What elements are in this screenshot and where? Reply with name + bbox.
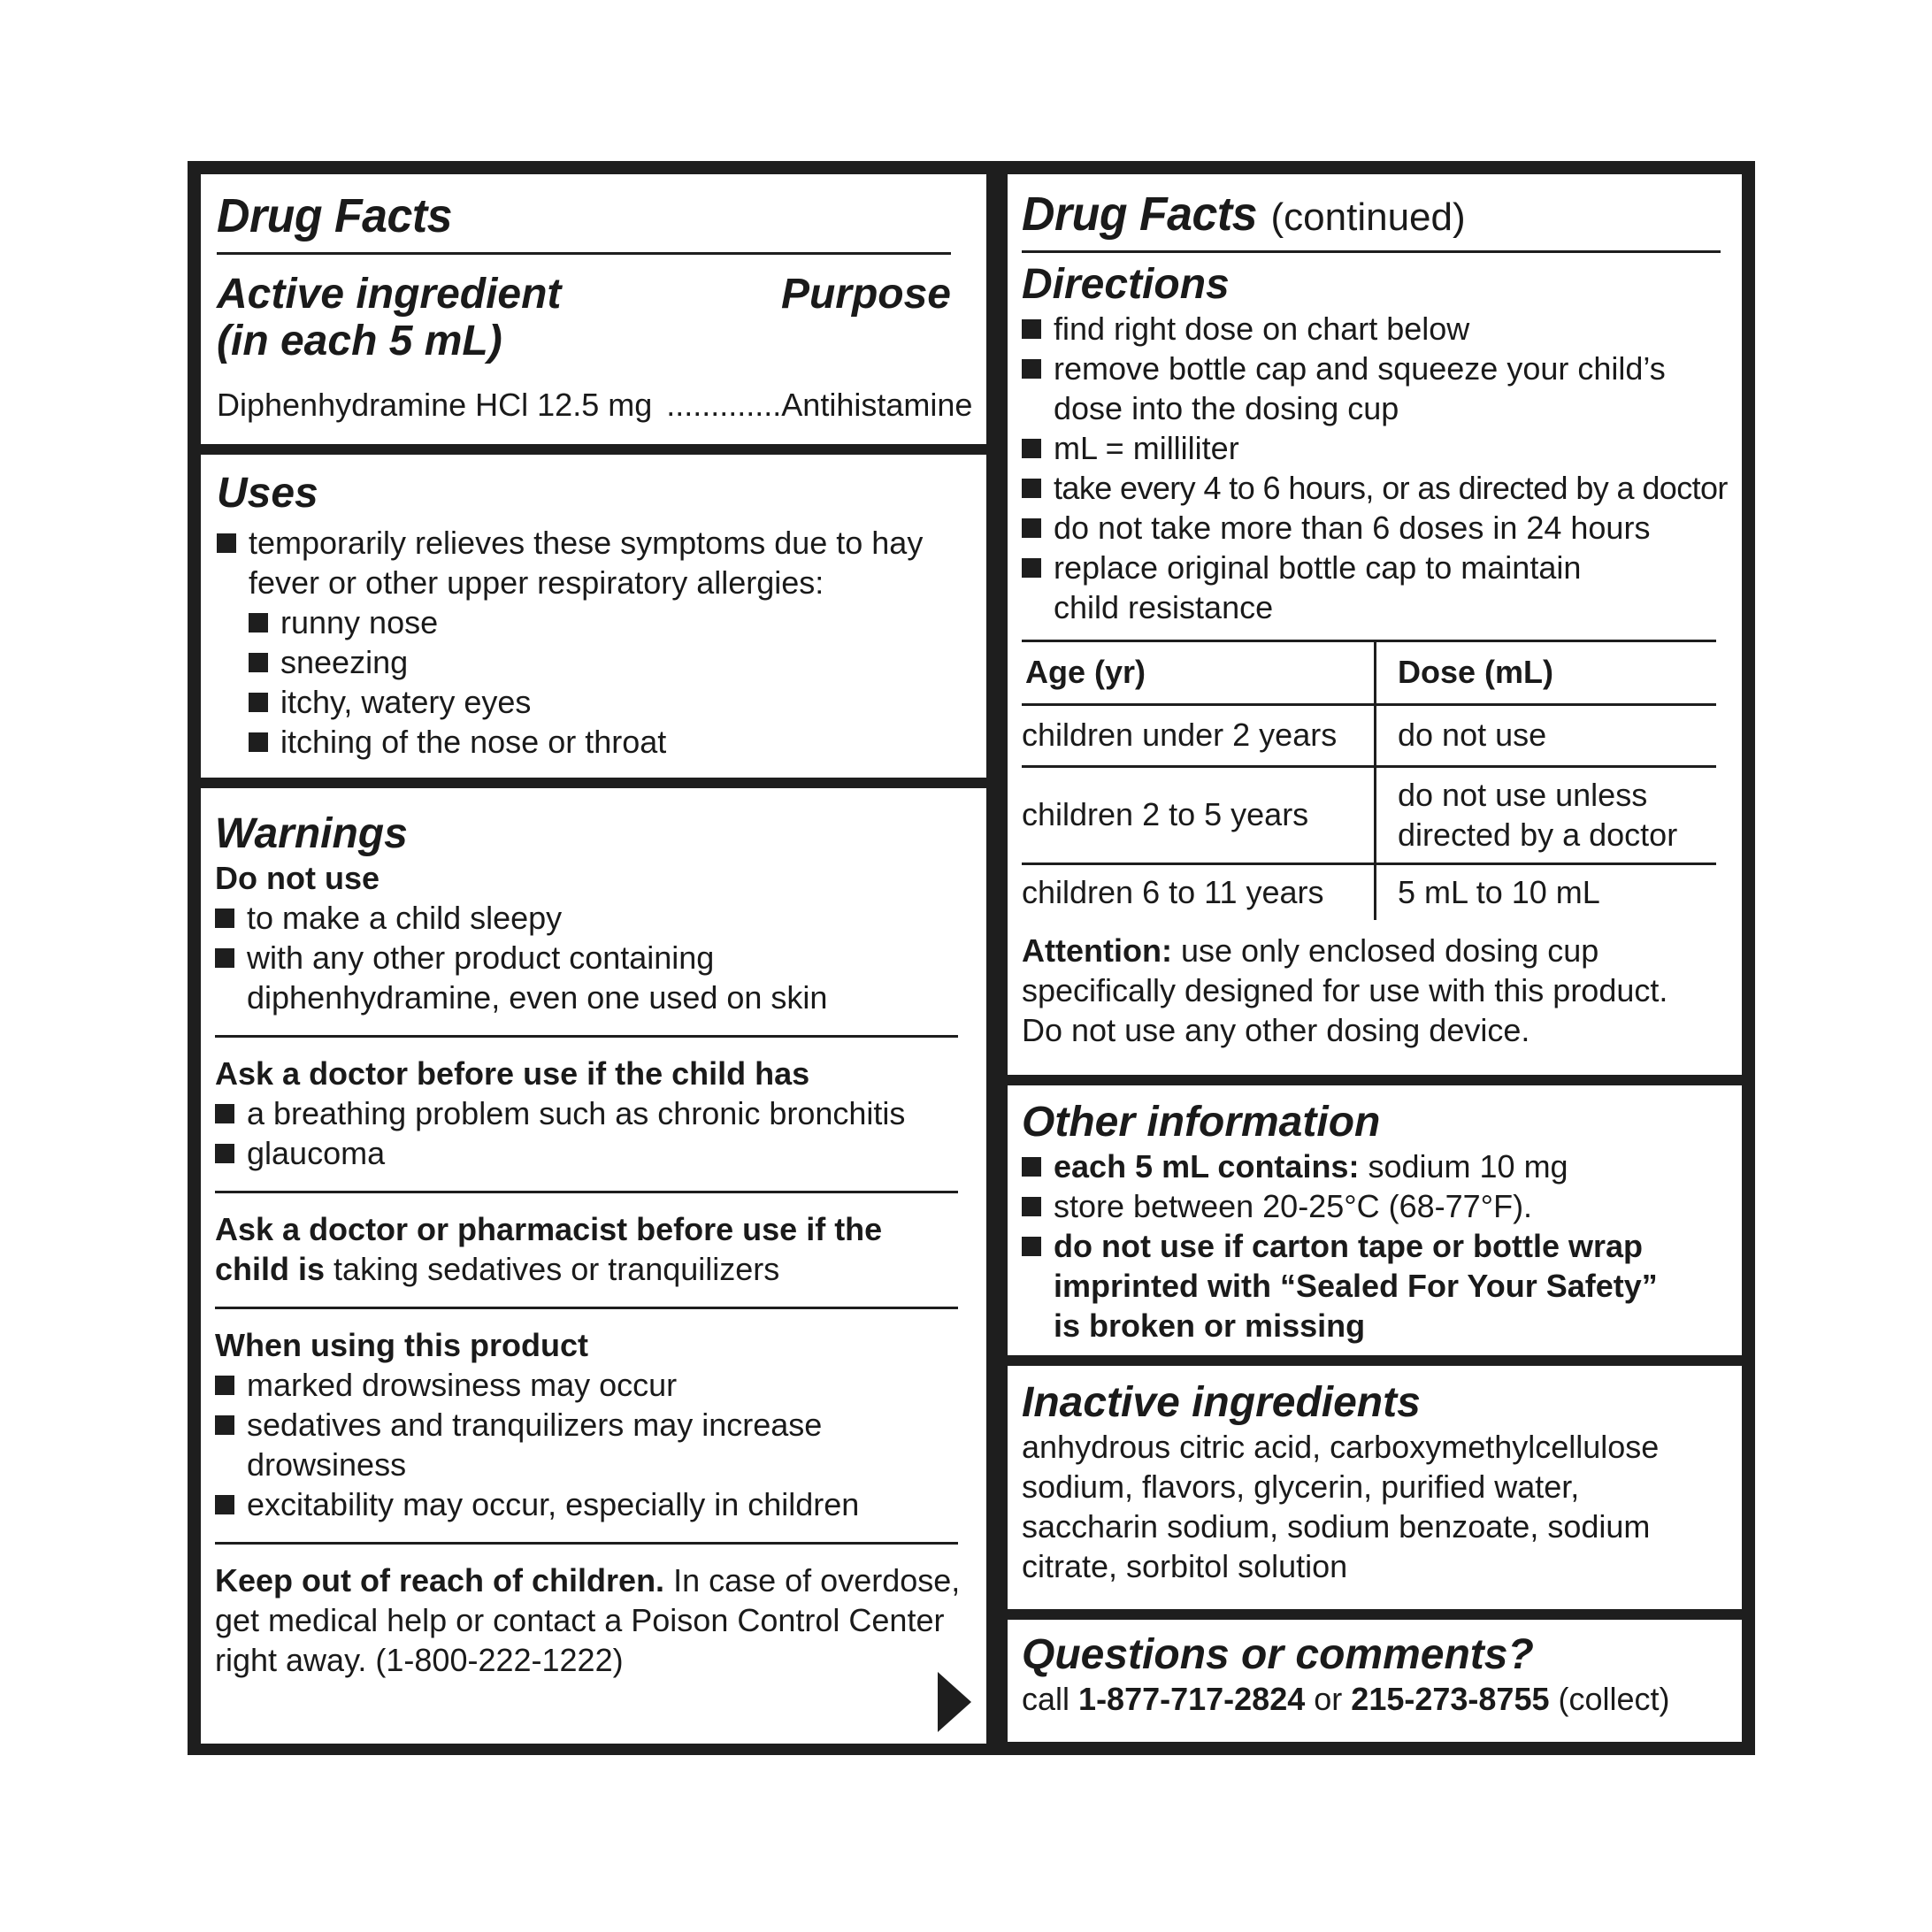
attention-line2: specifically designed for use with this product. xyxy=(1022,972,1668,1009)
continued-title xyxy=(1022,190,1721,240)
do-not-use-text: to make a child sleepy xyxy=(247,899,563,936)
bullet-square-icon xyxy=(249,613,268,632)
dose-cell xyxy=(1376,766,1717,863)
section-divider xyxy=(215,1035,958,1038)
dose-line: directed by a doctor xyxy=(1398,816,1678,854)
symptom-item xyxy=(249,642,969,682)
symptom-text: sneezing xyxy=(280,643,409,680)
uses-panel xyxy=(201,455,986,778)
ask-pharmacist-line2 xyxy=(215,1249,958,1289)
title-divider xyxy=(1022,250,1721,253)
table-row xyxy=(1022,863,1716,920)
table-row xyxy=(1022,704,1716,766)
ingredient-name: Diphenhydramine HCl 12.5 mg xyxy=(217,387,653,423)
directions-panel xyxy=(1008,174,1742,1075)
other-info-text-cont: imprinted with “Sealed For Your Safety” xyxy=(1054,1267,1658,1304)
warnings-panel xyxy=(201,788,986,1744)
ask-doctor-text: a breathing problem such as chronic bronchitis xyxy=(247,1094,906,1131)
bullet-square-icon xyxy=(1022,359,1041,379)
questions-contact-line xyxy=(1022,1679,1740,1719)
direction-item xyxy=(1022,508,1721,548)
questions-panel xyxy=(1008,1620,1742,1742)
title-divider xyxy=(217,252,951,255)
ask-doctor-text: glaucoma xyxy=(247,1134,386,1171)
uses-intro-line2: fever or other upper respiratory allergies: xyxy=(249,564,824,601)
direction-item xyxy=(1022,548,1721,587)
symptom-item xyxy=(249,722,969,762)
table-row xyxy=(1022,766,1716,863)
or-text: or xyxy=(1314,1680,1343,1717)
symptom-item xyxy=(249,602,969,642)
other-information-panel xyxy=(1008,1085,1742,1355)
bullet-square-icon xyxy=(215,948,234,968)
inactive-line: anhydrous citric acid, carboxymethylcellulose xyxy=(1022,1428,1660,1465)
section-divider xyxy=(215,1542,958,1545)
ask-pharmacist-bold: child is xyxy=(215,1250,326,1287)
direction-item xyxy=(1022,428,1721,468)
when-using-item xyxy=(215,1484,958,1524)
bullet-square-icon xyxy=(1022,518,1041,538)
direction-item xyxy=(1022,309,1721,349)
ask-pharmacist-text: taking sedatives or tranquilizers xyxy=(334,1250,780,1287)
uses-heading: Uses xyxy=(217,470,318,517)
section-divider xyxy=(215,1307,958,1309)
ask-pharmacist-heading: Ask a doctor or pharmacist before use if the xyxy=(215,1210,883,1247)
keep-out-line1 xyxy=(215,1560,961,1600)
active-ingredient-heading: Active ingredient xyxy=(217,271,562,318)
direction-text: find right dose on chart below xyxy=(1054,310,1470,347)
inactive-line: sodium, flavors, glycerin, purified water, xyxy=(1022,1468,1580,1505)
bullet-square-icon xyxy=(215,1144,234,1163)
age-cell: children 6 to 11 years xyxy=(1022,874,1324,911)
inactive-ingredients-heading: Inactive ingredients xyxy=(1022,1379,1421,1426)
warnings-heading: Warnings xyxy=(215,810,408,857)
bullet-square-icon xyxy=(215,1376,234,1395)
bullet-square-icon xyxy=(217,533,236,553)
other-info-item xyxy=(1022,1146,1729,1186)
drug-facts-title-continued: Drug Facts xyxy=(1022,188,1257,241)
direction-item xyxy=(1022,349,1721,388)
attention-line1 xyxy=(1022,931,1721,970)
attention-bold: Attention: xyxy=(1022,932,1172,970)
ingredient-row xyxy=(217,385,972,425)
direction-item xyxy=(1022,468,1728,508)
inactive-line: citrate, sorbitol solution xyxy=(1022,1547,1348,1584)
dose-table xyxy=(1022,640,1716,921)
collect-text: (collect) xyxy=(1558,1680,1670,1717)
symptom-text: runny nose xyxy=(280,603,439,640)
direction-text: do not take more than 6 doses in 24 hours xyxy=(1054,509,1651,546)
uses-intro xyxy=(217,523,969,563)
symptom-item xyxy=(249,682,969,722)
phone-number-primary: 1-877-717-2824 xyxy=(1078,1680,1306,1717)
sodium-bold: each 5 mL contains: xyxy=(1054,1147,1360,1184)
do-not-use-item xyxy=(215,898,958,938)
continued-suffix: (continued) xyxy=(1270,196,1466,239)
dose-line: do not use xyxy=(1398,717,1547,754)
bullet-square-icon xyxy=(1022,1157,1041,1177)
other-info-text xyxy=(1054,1146,1568,1186)
when-using-text-cont: drowsiness xyxy=(247,1445,407,1483)
sodium-text: sodium 10 mg xyxy=(1368,1147,1568,1184)
age-header: Age (yr) xyxy=(1025,654,1146,691)
symptom-text: itching of the nose or throat xyxy=(280,723,667,760)
dose-line: 5 mL to 10 mL xyxy=(1398,874,1600,911)
dose-header: Dose (mL) xyxy=(1376,640,1717,704)
direction-text: mL = milliliter xyxy=(1054,429,1239,466)
right-column xyxy=(997,161,1755,1755)
phone-number-secondary: 215-273-8755 xyxy=(1351,1680,1550,1717)
attention-line3: Do not use any other dosing device. xyxy=(1022,1012,1530,1049)
inactive-ingredients-panel xyxy=(1008,1366,1742,1609)
keep-out-text: In case of overdose, xyxy=(673,1561,961,1598)
age-cell: children under 2 years xyxy=(1022,717,1338,754)
call-text: call xyxy=(1022,1680,1070,1717)
other-info-text: do not use if carton tape or bottle wrap xyxy=(1054,1227,1644,1264)
bullet-square-icon xyxy=(215,908,234,928)
questions-heading: Questions or comments? xyxy=(1022,1631,1534,1678)
direction-text-cont: child resistance xyxy=(1054,588,1274,625)
keep-out-line2: get medical help or contact a Poison Control Center xyxy=(215,1601,945,1638)
do-not-use-heading: Do not use xyxy=(215,859,380,896)
dose-line: do not use unless xyxy=(1398,777,1648,814)
do-not-use-item xyxy=(215,938,958,978)
drug-facts-label xyxy=(188,161,1755,1755)
age-cell: children 2 to 5 years xyxy=(1022,796,1309,833)
dose-table-header xyxy=(1022,640,1716,704)
bullet-square-icon xyxy=(249,653,268,672)
bullet-square-icon xyxy=(1022,319,1041,339)
when-using-text: marked drowsiness may occur xyxy=(247,1366,678,1403)
when-using-item xyxy=(215,1405,958,1445)
bullet-square-icon xyxy=(249,732,268,752)
when-using-text: sedatives and tranquilizers may increase xyxy=(247,1406,823,1443)
inactive-line: saccharin sodium, sodium benzoate, sodium xyxy=(1022,1507,1651,1545)
when-using-item xyxy=(215,1365,958,1405)
keep-out-line3: right away. (1-800-222-1222) xyxy=(215,1641,624,1678)
leader-dots: ............. xyxy=(666,387,782,423)
directions-heading: Directions xyxy=(1022,261,1230,308)
active-ingredient-subheading: (in each 5 mL) xyxy=(217,317,502,364)
symptom-text: itchy, watery eyes xyxy=(280,683,532,720)
when-using-heading: When using this product xyxy=(215,1326,588,1363)
dose-cell xyxy=(1376,704,1717,766)
keep-out-bold: Keep out of reach of children. xyxy=(215,1561,665,1598)
ingredient-purpose: Antihistamine xyxy=(781,387,973,423)
bullet-square-icon xyxy=(1022,1197,1041,1216)
attention-text: use only enclosed dosing cup xyxy=(1180,932,1599,970)
section-divider xyxy=(215,1191,958,1193)
continue-arrow-icon xyxy=(938,1672,971,1732)
direction-text: take every 4 to 6 hours, or as directed by a doctor xyxy=(1054,469,1728,506)
active-ingredient-panel xyxy=(201,174,986,444)
bullet-square-icon xyxy=(1022,479,1041,498)
other-info-item xyxy=(1022,1186,1729,1226)
bullet-square-icon xyxy=(1022,1237,1041,1256)
bullet-square-icon xyxy=(1022,558,1041,578)
ask-doctor-item xyxy=(215,1133,958,1173)
other-info-text-cont: is broken or missing xyxy=(1054,1307,1366,1344)
direction-text: remove bottle cap and squeeze your child’s xyxy=(1054,349,1666,387)
bullet-square-icon xyxy=(249,693,268,712)
bullet-square-icon xyxy=(215,1415,234,1435)
do-not-use-text: with any other product containing xyxy=(247,939,715,976)
drug-facts-title: Drug Facts xyxy=(217,189,452,242)
ask-doctor-heading: Ask a doctor before use if the child has xyxy=(215,1054,810,1092)
other-info-text: store between 20-25°C (68-77°F). xyxy=(1054,1187,1533,1224)
uses-intro-line1: temporarily relieves these symptoms due to hay xyxy=(249,524,924,561)
dose-cell xyxy=(1376,863,1717,920)
do-not-use-text-cont: diphenhydramine, even one used on skin xyxy=(247,978,828,1016)
direction-text-cont: dose into the dosing cup xyxy=(1054,389,1399,426)
direction-text: replace original bottle cap to maintain xyxy=(1054,548,1582,586)
when-using-text: excitability may occur, especially in children xyxy=(247,1485,860,1522)
ask-doctor-item xyxy=(215,1093,958,1133)
bullet-square-icon xyxy=(215,1104,234,1123)
bullet-square-icon xyxy=(215,1495,234,1514)
other-information-heading: Other information xyxy=(1022,1099,1381,1146)
left-column xyxy=(188,161,997,1755)
other-info-item xyxy=(1022,1226,1729,1266)
purpose-heading: Purpose xyxy=(780,271,951,318)
bullet-square-icon xyxy=(1022,439,1041,458)
